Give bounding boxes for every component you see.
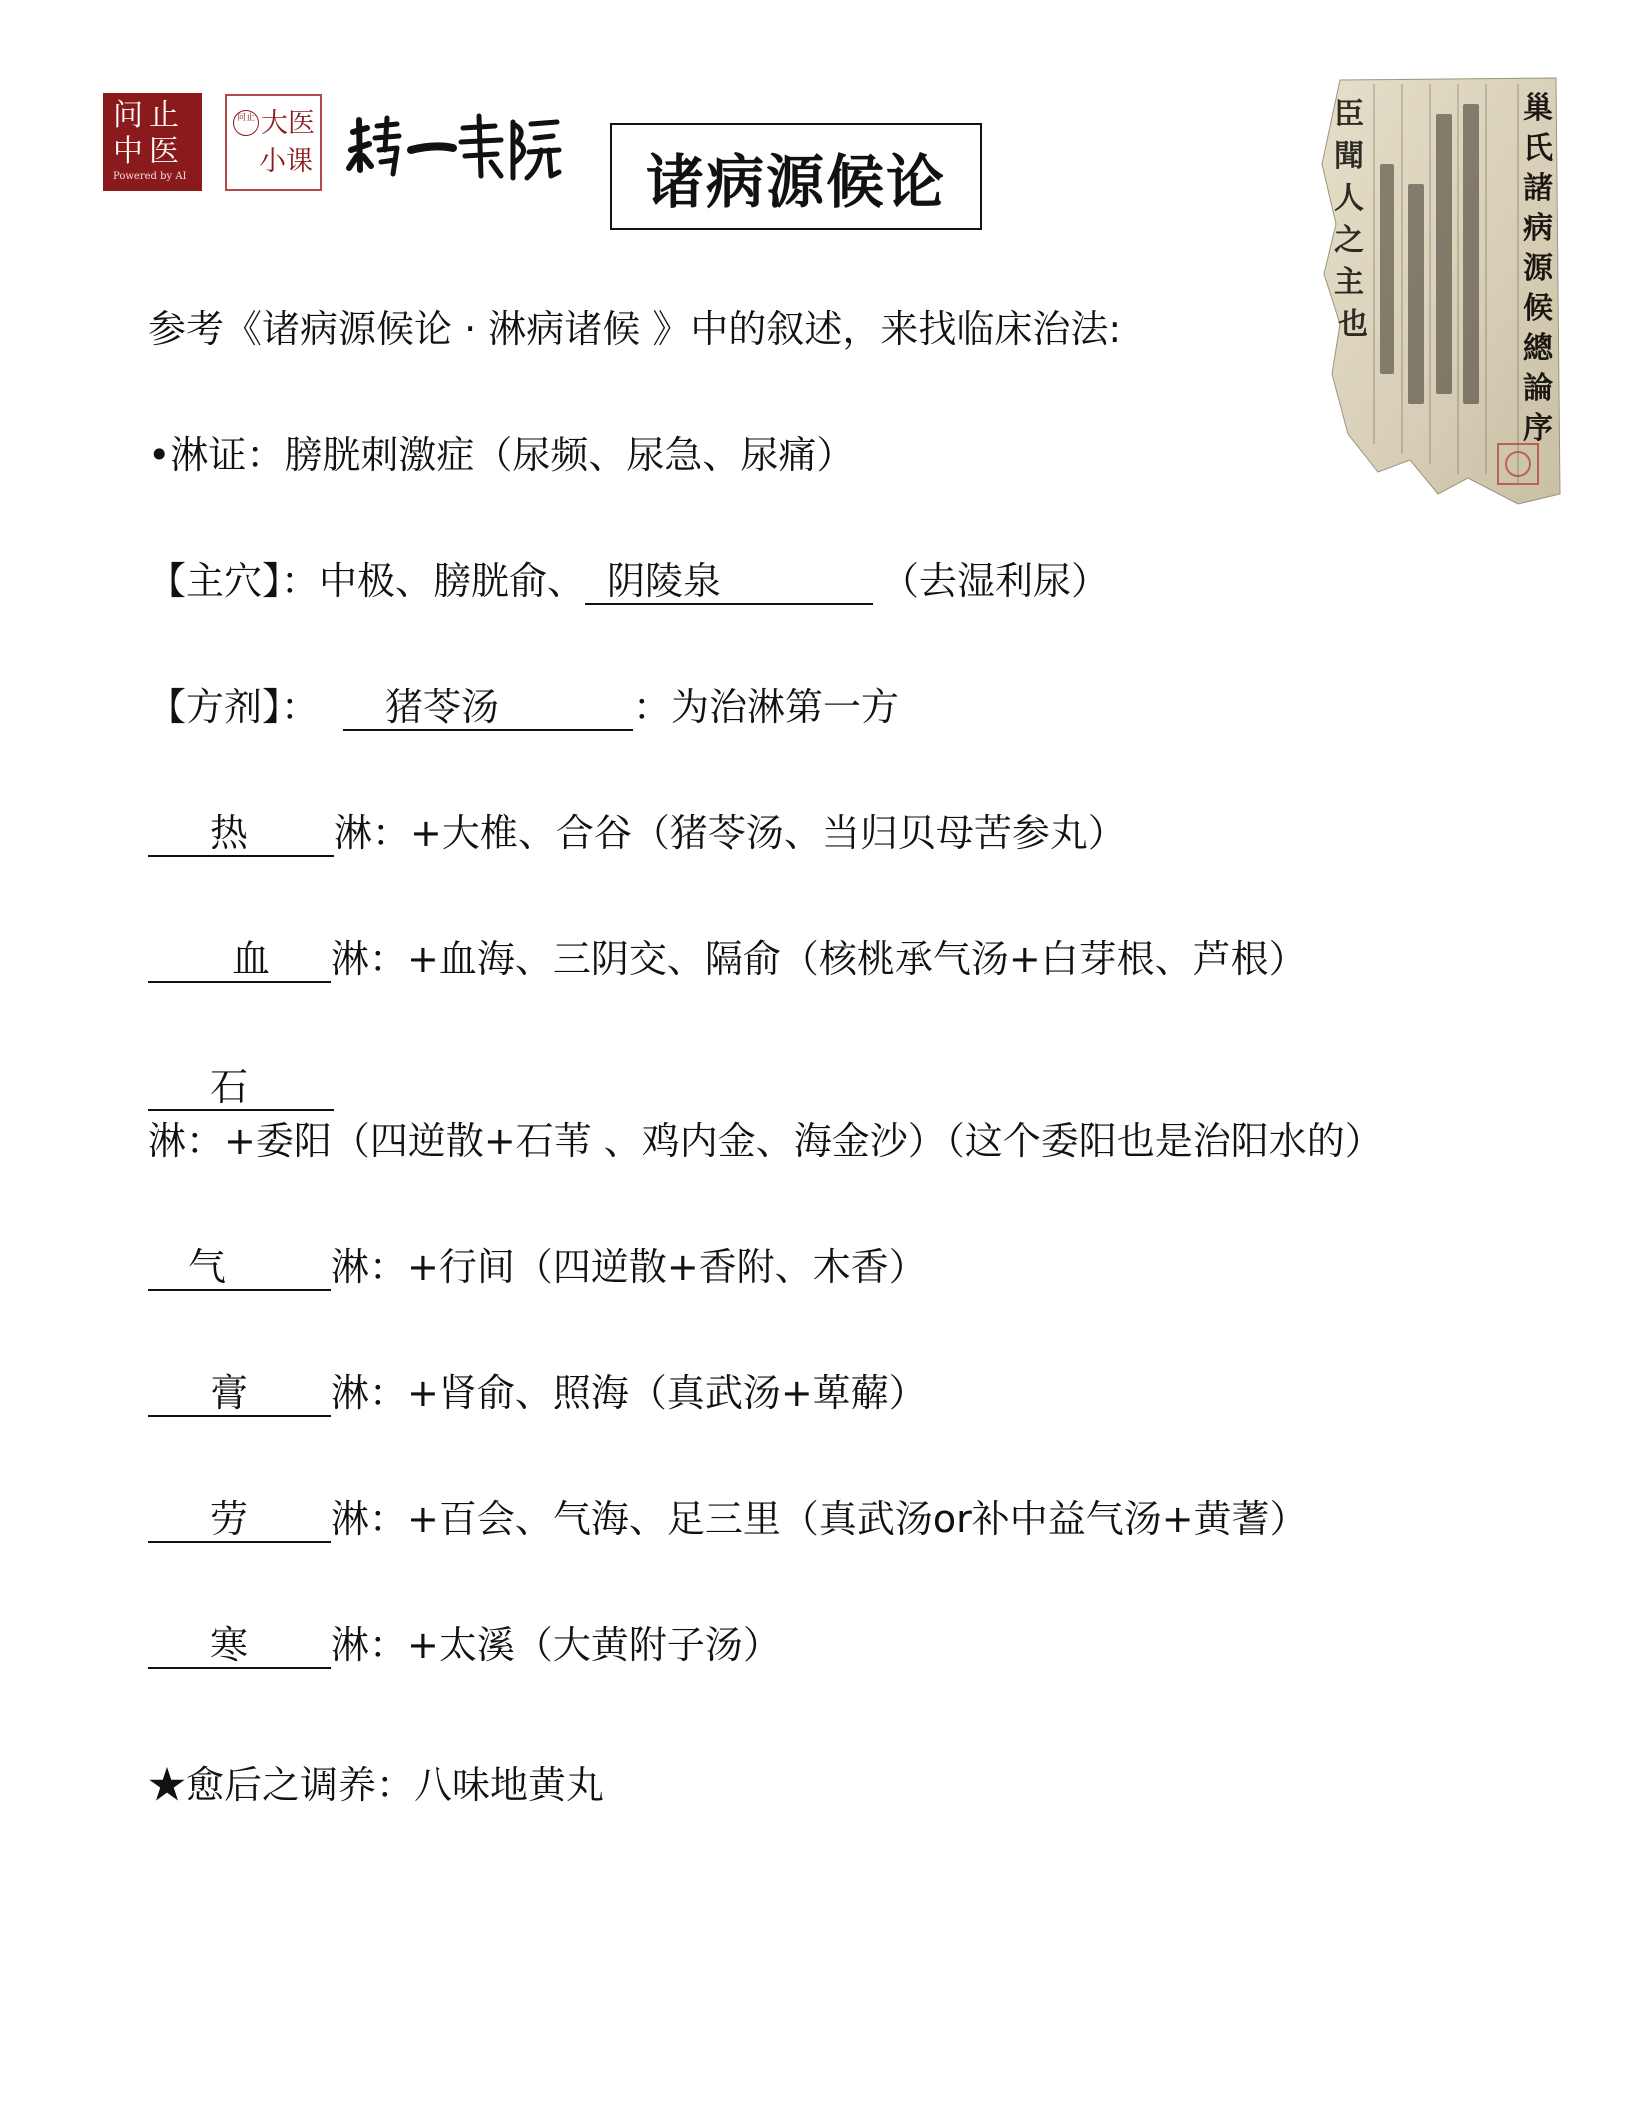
- fill-blank-type: [148, 1497, 331, 1543]
- formula-suffix: ：为治淋第一方: [633, 685, 900, 729]
- svg-text:也: 也: [1338, 307, 1368, 342]
- svg-text:氏: 氏: [1523, 131, 1553, 166]
- blank-answer: 寒: [210, 1623, 249, 1667]
- logo-seal: 问止: [233, 110, 259, 136]
- blank-answer: 气: [188, 1245, 227, 1289]
- blank-answer: 血: [232, 937, 271, 981]
- lin-type-row: [148, 1060, 1568, 1168]
- page-title: 诸病源候论: [610, 123, 982, 230]
- main-points-label: 【主穴】：中极、膀胱俞、: [148, 559, 586, 603]
- svg-text:源: 源: [1523, 251, 1553, 286]
- lin-type-text: 淋：+行间（四逆散+香附、木香）: [331, 1245, 927, 1289]
- logo-text-line2: 中医: [113, 134, 185, 169]
- main-points-suffix: （去湿利尿）: [881, 559, 1110, 603]
- svg-text:序: 序: [1523, 411, 1553, 446]
- fill-blank-formula: [343, 685, 633, 731]
- main-points-line: [148, 558, 1109, 605]
- svg-text:巢: 巢: [1523, 91, 1553, 126]
- jingyi-academy-calligraphy-logo: [345, 110, 563, 190]
- daiyi-xiaoke-logo: [225, 94, 322, 191]
- wenzhi-tcm-logo: [103, 93, 202, 191]
- lin-type-row: [148, 1496, 1308, 1543]
- svg-text:候: 候: [1523, 291, 1553, 326]
- lin-type-row: [148, 1244, 927, 1291]
- fill-blank-type: [148, 937, 331, 983]
- lin-type-row: [148, 1370, 927, 1417]
- aftercare-text: ★愈后之调养：八味地黄丸: [148, 1763, 605, 1807]
- svg-text:臣: 臣: [1334, 97, 1364, 132]
- blank-answer: 劳: [210, 1497, 249, 1541]
- lin-type-row: [148, 936, 1307, 983]
- svg-text:之: 之: [1334, 223, 1364, 258]
- logo-text-line1: 大医: [261, 108, 315, 139]
- lin-type-text: 淋：+委阳（四逆散+石苇 、鸡内金、海金沙）（这个委阳也是治阳水的）: [148, 1119, 1383, 1163]
- fill-blank-type: [148, 1245, 331, 1291]
- lin-type-text: 淋：+血海、三阴交、隔俞（核桃承气汤+白芽根、芦根）: [331, 937, 1307, 981]
- logo-text-line1: 问止: [113, 98, 185, 133]
- blank-answer: 膏: [210, 1371, 249, 1415]
- definition-text: •淋证：膀胱刺激症（尿频、尿急、尿痛）: [148, 433, 855, 477]
- blank-answer: 热: [210, 811, 249, 855]
- blank-answer: 阴陵泉: [607, 559, 722, 603]
- ancient-book-cover-image: [1318, 74, 1563, 509]
- logo-powered-by: Powered by AI: [113, 171, 187, 182]
- lin-type-text: 淋：+肾俞、照海（真武汤+萆薢）: [331, 1371, 927, 1415]
- svg-text:人: 人: [1334, 181, 1364, 216]
- svg-text:論: 論: [1523, 371, 1553, 406]
- fill-blank-type: [148, 811, 334, 857]
- svg-text:總: 總: [1523, 331, 1553, 366]
- svg-text:病: 病: [1523, 211, 1553, 246]
- blank-answer: 石: [210, 1065, 249, 1109]
- fill-blank-type: [148, 1065, 334, 1111]
- lin-type-row: [148, 810, 1126, 857]
- formula-line: [148, 684, 899, 731]
- fill-blank-main-point: [585, 559, 873, 605]
- logo-text-line2: 小课: [259, 146, 313, 177]
- svg-text:主: 主: [1334, 265, 1364, 300]
- lin-type-text: 淋：+百会、气海、足三里（真武汤or补中益气汤+黄蓍）: [331, 1497, 1308, 1541]
- lin-type-text: 淋：+太溪（大黄附子汤）: [331, 1623, 781, 1667]
- fill-blank-type: [148, 1371, 331, 1417]
- formula-label: 【方剂】：: [148, 685, 320, 729]
- blank-answer: 猪苓汤: [385, 685, 500, 729]
- svg-text:聞: 聞: [1334, 139, 1364, 174]
- intro-text: 参考《诸病源候论 · 淋病诸候 》中的叙述，来找临床治法:: [148, 307, 1122, 351]
- fill-blank-type: [148, 1623, 331, 1669]
- lin-type-text: 淋：+大椎、合谷（猪苓汤、当归贝母苦参丸）: [334, 811, 1126, 855]
- svg-text:諸: 諸: [1523, 171, 1553, 206]
- lin-type-row: [148, 1622, 781, 1669]
